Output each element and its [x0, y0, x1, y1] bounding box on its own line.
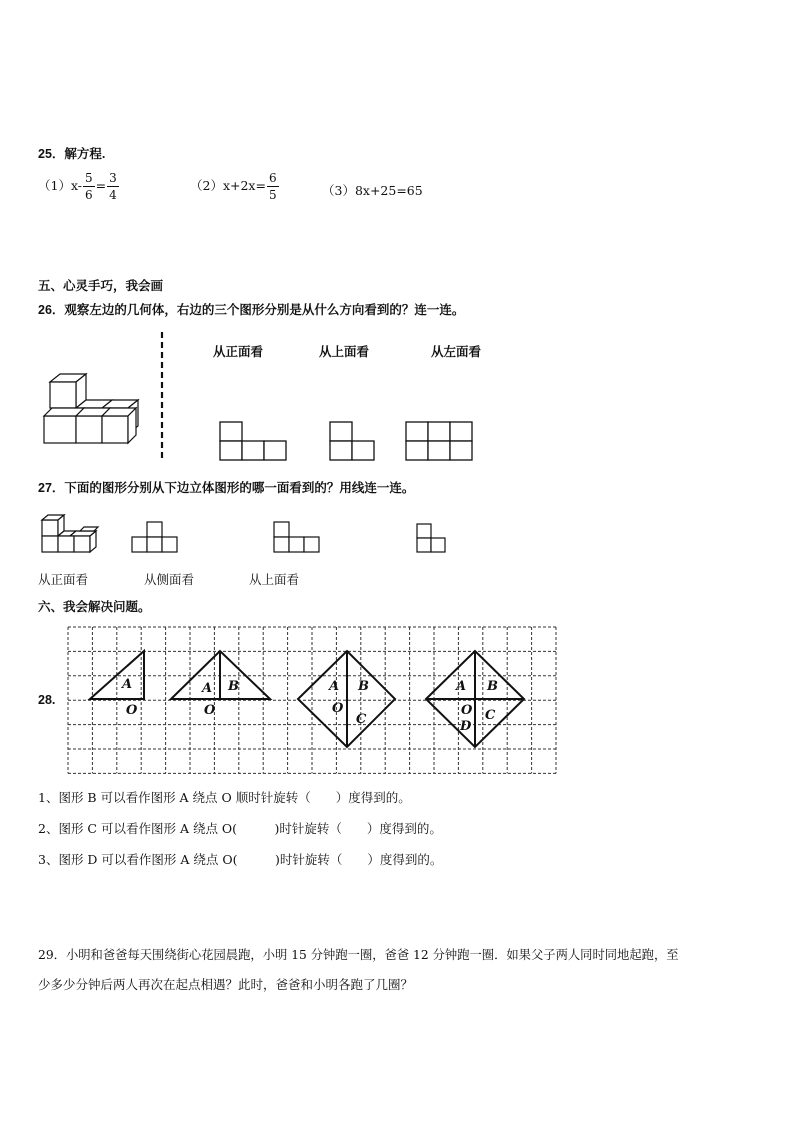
- label-b-4: B: [487, 679, 498, 694]
- q29-line-2: 少多少分钟后两人再次在起点相遇？此时，爸爸和小明各跑了几圈？: [38, 977, 414, 992]
- q26-figure: [36, 330, 496, 465]
- eq2-prefix: （2）x+2x=: [190, 178, 266, 194]
- q27-label-side: 从侧面看: [144, 572, 195, 587]
- label-o-1: O: [126, 703, 138, 718]
- q27-label-front: 从正面看: [38, 572, 89, 587]
- label-c-4: C: [485, 708, 496, 723]
- q27-title: 27．下面的图形分别从下边立体图形的哪一面看到的？用线连一连。: [38, 481, 415, 495]
- label-a-1: A: [122, 677, 133, 692]
- q27-solid: [42, 515, 98, 552]
- eq1-prefix: （1）x-: [38, 178, 83, 194]
- numerator: 6: [268, 171, 277, 185]
- label-c-3: C: [356, 712, 367, 727]
- rotation-shapes: [90, 651, 524, 747]
- q26-label-left: 从左面看: [431, 345, 482, 359]
- q29-line-1: 29．小明和爸爸每天围绕街心花园晨跑，小明 15 分钟跑一圈，爸爸 12 分钟跑一圈．如果父子两人同时同地起跑，至: [38, 948, 679, 962]
- q28-item-2: 2、图形 C 可以看作图形 A 绕点 O( )时针旋转（ ）度得到的。: [38, 821, 442, 836]
- q26-title: 26．观察左边的几何体，右边的三个图形分别是从什么方向看到的？连一连。: [38, 303, 465, 317]
- q28-grid-figure: [64, 624, 560, 776]
- shape-letters: [120, 677, 498, 734]
- q28-number: 28.: [38, 693, 56, 707]
- label-a-3: A: [329, 679, 340, 694]
- label-o-3: O: [332, 701, 344, 716]
- equation-2: [190, 172, 280, 201]
- label-a-2: A: [202, 681, 213, 696]
- q25-title: 25．解方程.: [38, 147, 106, 161]
- q26-views: [220, 422, 472, 460]
- label-b-3: B: [358, 679, 369, 694]
- q28-item-1: 1、图形 B 可以看作图形 A 绕点 O 顺时针旋转（ ）度得到的。: [38, 790, 411, 805]
- dashed-grid: [68, 627, 556, 773]
- q27-views: [132, 522, 445, 552]
- denominator: 6: [85, 188, 93, 202]
- fraction-five-sixths: [83, 172, 95, 201]
- section-6-heading: 六、我会解决问题。: [38, 600, 151, 614]
- section-5-heading: 五、心灵手巧，我会画: [38, 279, 164, 293]
- fraction-six-fifths: [267, 172, 279, 201]
- label-o-4: O: [461, 703, 473, 718]
- q28-item-3: 3、图形 D 可以看作图形 A 绕点 O( )时针旋转（ ）度得到的。: [38, 852, 443, 867]
- numerator: 5: [85, 171, 93, 185]
- equation-3: （3）8x+25=65: [322, 183, 423, 198]
- numerator: 3: [109, 171, 117, 185]
- equation-1: [38, 172, 120, 201]
- label-o-2: O: [204, 703, 216, 718]
- denominator: 4: [109, 188, 117, 202]
- label-b-2: B: [228, 679, 239, 694]
- fraction-three-quarters: [107, 172, 119, 201]
- label-a-4: A: [456, 679, 467, 694]
- equals-sign: =: [95, 178, 107, 194]
- q26-solid: [44, 374, 138, 443]
- q27-figure: [36, 508, 456, 560]
- q26-label-top: 从上面看: [319, 345, 370, 359]
- q27-label-top: 从上面看: [249, 572, 300, 587]
- denominator: 5: [268, 188, 277, 202]
- q26-label-front: 从正面看: [213, 345, 264, 359]
- label-d-4: D: [460, 719, 472, 734]
